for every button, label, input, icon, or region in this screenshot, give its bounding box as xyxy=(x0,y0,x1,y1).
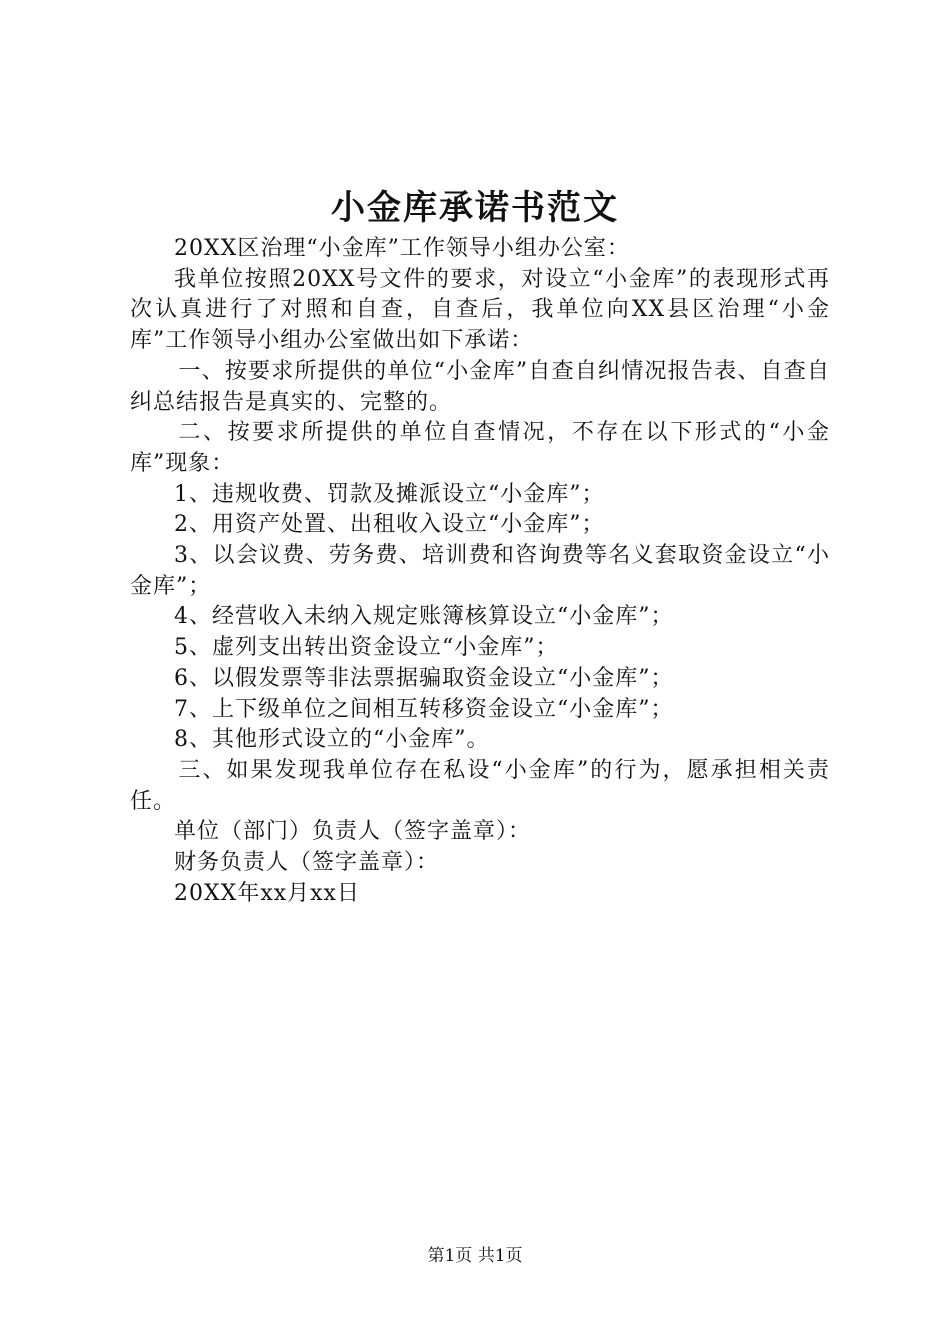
document-body xyxy=(130,234,830,909)
list-item: 3、以会议费、劳务费、培训费和咨询费等名义套取资金设立“小金库”； xyxy=(130,543,830,599)
page-footer: 第1页 共1页 xyxy=(427,1246,523,1266)
list-item: 6、以假发票等非法票据骗取资金设立“小金库”； xyxy=(174,665,674,691)
clause-3: 三、如果发现我单位存在私设“小金库”的行为，愿承担相关责任。 xyxy=(130,757,830,814)
signature-finance-line: 财务负责人（签字盖章）： xyxy=(174,850,440,876)
clause-2: 二、按要求所提供的单位自查情况，不存在以下形式的“小金库”现象： xyxy=(130,420,830,476)
list-item: 2、用资产处置、出租收入设立“小金库”； xyxy=(174,512,605,538)
document-title: 小金库承诺书范文 xyxy=(331,188,619,228)
addressee: 20XX区治理“小金库”工作领导小组办公室： xyxy=(174,236,630,261)
intro-paragraph: 我单位按照20XX号文件的要求，对设立“小金库”的表现形式再次认真进行了对照和自查，自查后，我单位向XX县区治理“小金库”工作领导小组办公室做出如下承诺： xyxy=(130,266,830,354)
list-item: 1、违规收费、罚款及摊派设立“小金库”； xyxy=(174,481,605,507)
list-item: 8、其他形式设立的“小金库”。 xyxy=(174,727,490,753)
list-item: 4、经营收入未纳入规定账簿核算设立“小金库”； xyxy=(174,604,674,630)
list-item: 7、上下级单位之间相互转移资金设立“小金库”； xyxy=(174,696,674,722)
date-line: 20XX年xx月xx日 xyxy=(174,880,360,906)
list-item: 5、虚列支出转出资金设立“小金库”； xyxy=(174,635,559,661)
signature-unit-line: 单位（部门）负责人（签字盖章）： xyxy=(174,819,532,845)
clause-1: 一、按要求所提供的单位“小金库”自查自纠情况报告表、自查自纠总结报告是真实的、完整的。 xyxy=(130,358,830,415)
